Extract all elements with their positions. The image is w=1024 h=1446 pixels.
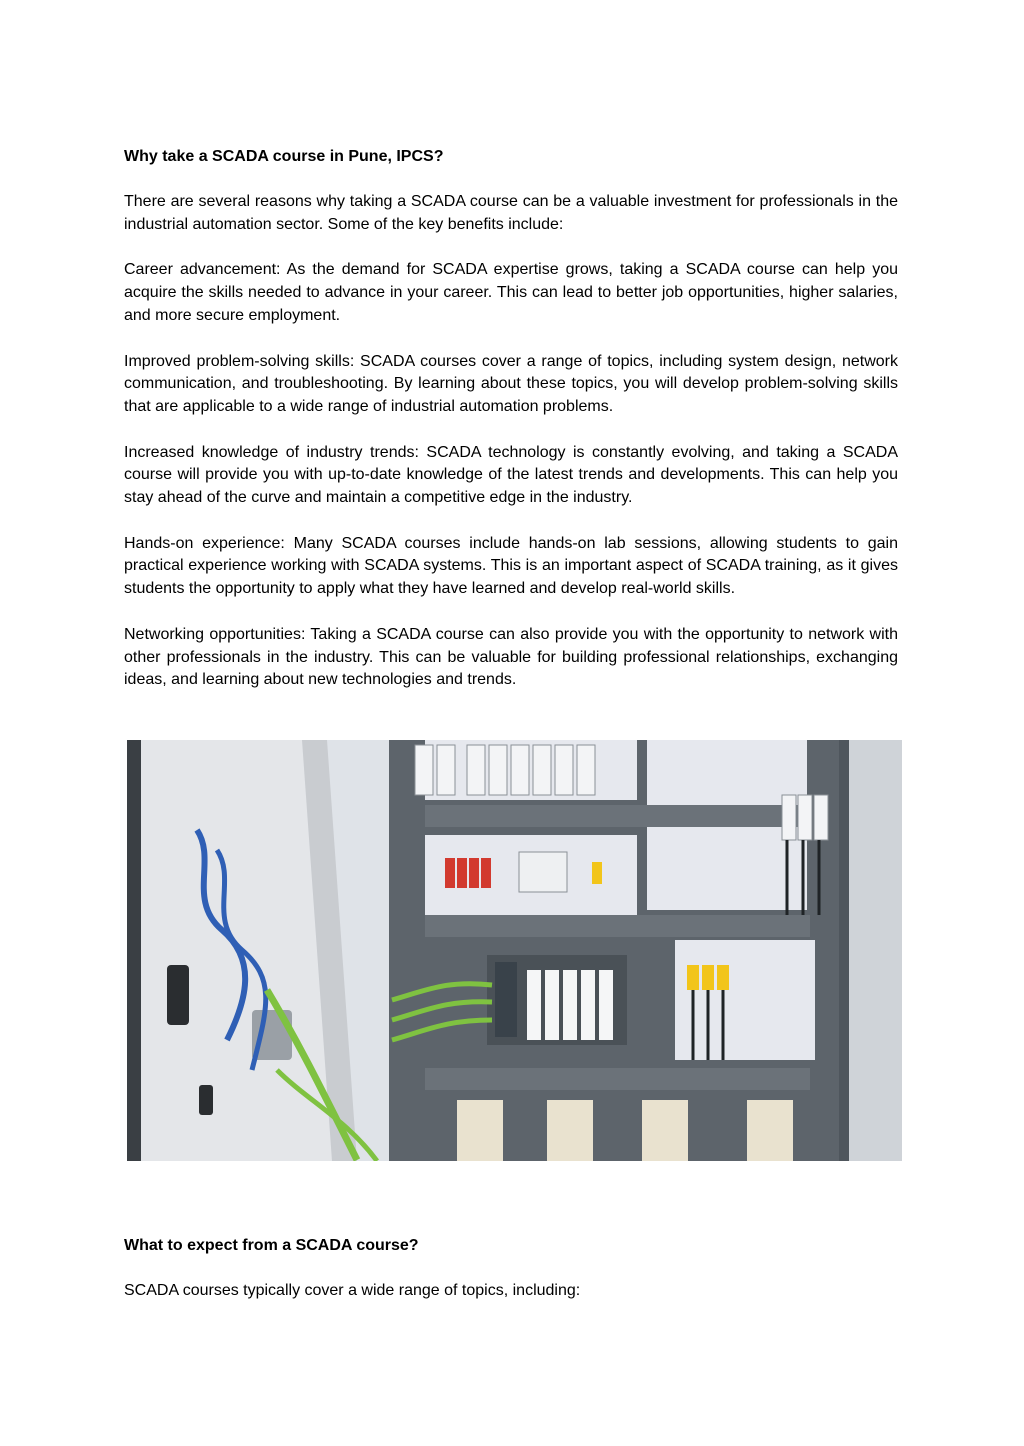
section-heading: What to expect from a SCADA course? bbox=[124, 1237, 419, 1254]
control-panel-photo bbox=[127, 740, 902, 1161]
paragraph-networking: Networking opportunities: Taking a SCADA course can also provide you with the opportunity to network with other professionals in the industry. This can be valuable for building professional relationships, exchanging ideas, and learning about new technologies and trends. bbox=[124, 625, 898, 689]
paragraph-problem-solving: Improved problem-solving skills: SCADA courses cover a range of topics, including system design, network communication, and troubleshooting. By learning about these topics, you will develop problem-solving skills that are applicable to a wide range of industrial automation problems. bbox=[124, 352, 898, 415]
paragraph-industry-trends: Increased knowledge of industry trends: SCADA technology is constantly evolving, and taking a SCADA course will provide you with up-to-date knowledge of the latest trends and developments. This can help you stay ahead of the curve and maintain a competitive edge in the industry. bbox=[124, 443, 898, 507]
paragraph-intro: There are several reasons why taking a SCADA course can be a valuable investment for professionals in the industrial automation sector. Some of the key benefits include: bbox=[124, 193, 898, 233]
paragraph-hands-on: Hands-on experience: Many SCADA courses include hands-on lab sessions, allowing students to gain practical experience working with SCADA systems. This is an important aspect of SCADA training, as it gives students the opportunity to apply what they have learned and develop real-world skills. bbox=[124, 534, 898, 598]
paragraph-topics-intro: SCADA courses typically cover a wide range of topics, including: bbox=[124, 1282, 581, 1299]
section-why-scada bbox=[124, 146, 898, 715]
section-heading: Why take a SCADA course in Pune, IPCS? bbox=[124, 148, 444, 165]
paragraph-career-advancement: Career advancement: As the demand for SCADA expertise grows, taking a SCADA course can help you acquire the skills needed to advance in your career. This can lead to better job opportunities, higher salaries, and more secure employment. bbox=[124, 261, 898, 324]
section-what-to-expect bbox=[124, 1235, 898, 1326]
